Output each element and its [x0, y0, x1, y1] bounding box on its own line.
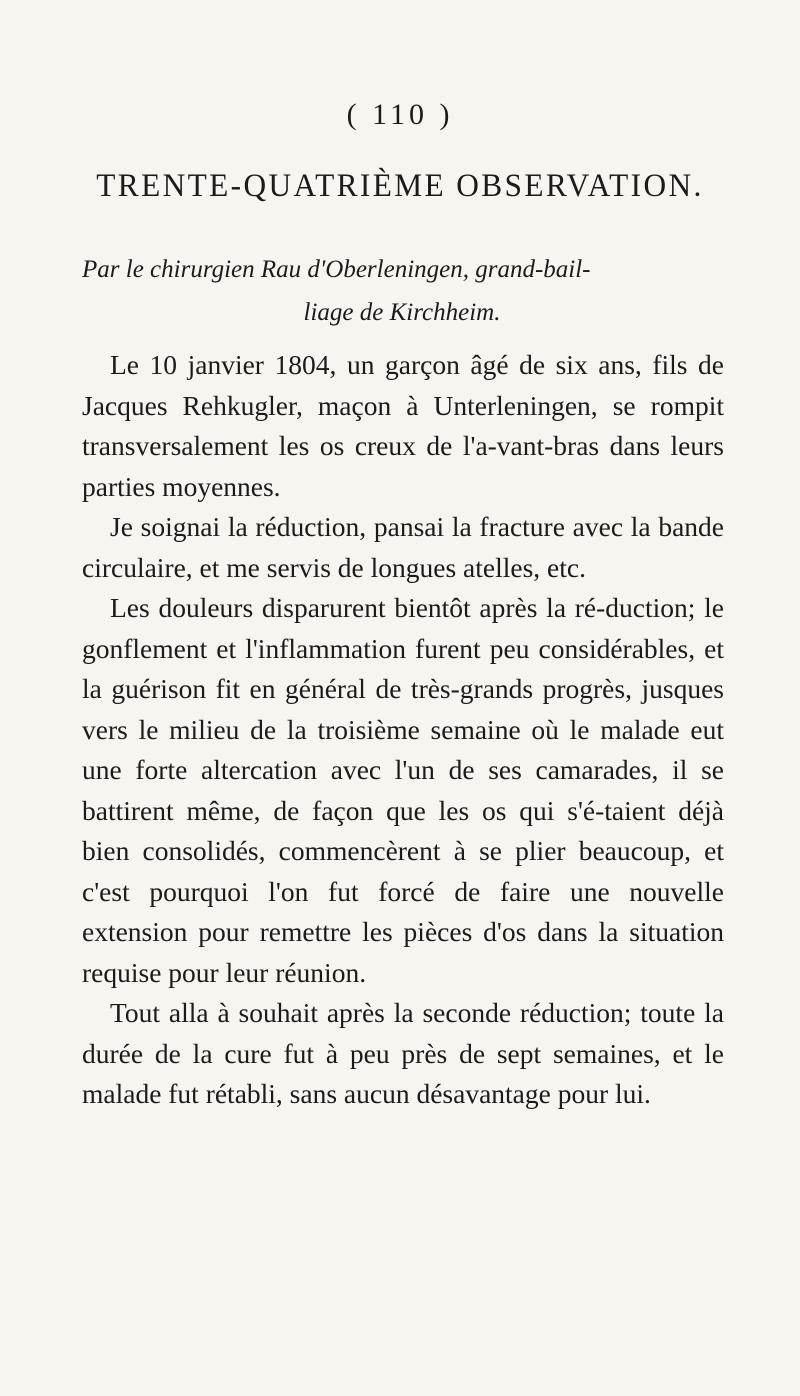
paragraph-1: Le 10 janvier 1804, un garçon âgé de six ans, fils de Jacques Rehkugler, maçon à Unterleningen, se rompit transversalement les os creux de l'a-vant-bras dans leurs parties moyennes.: [82, 349, 724, 502]
paragraph-4: Tout alla à souhait après la seconde réduction; toute la durée de la cure fut à peu près de sept semaines, et le malade fut rétabli, sans aucun désavantage pour lui.: [82, 997, 724, 1109]
byline-line-1: Par le chirurgien Rau d'Oberleningen, grand-bail-: [82, 256, 591, 283]
page-number: ( 110 ): [346, 98, 454, 131]
author-byline: [82, 248, 722, 334]
paragraph-3: Les douleurs disparurent bientôt après la ré-duction; le gonflement et l'inflammation furent peu considérables, et la guérison fit en général de très-grands progrès, jusques vers le milieu de la troisième semaine où le malade eut une forte altercation avec l'un de ses camarades, il se battirent même, de façon que les os qui s'é-taient déjà bien consolidés, commencèrent à se plier beaucoup, et c'est pourquoi l'on fut forcé de faire une nouvelle extension pour remettre les pièces d'os dans la situation requise pour leur réunion.: [82, 592, 724, 988]
body-text: [82, 345, 724, 1115]
observation-heading: TRENTE-QUATRIÈME OBSERVATION.: [96, 168, 704, 204]
paragraph-2: Je soignai la réduction, pansai la fracture avec la bande circulaire, et me servis de longues atelles, etc.: [82, 511, 724, 583]
byline-line-2: liage de Kirchheim.: [303, 299, 501, 326]
